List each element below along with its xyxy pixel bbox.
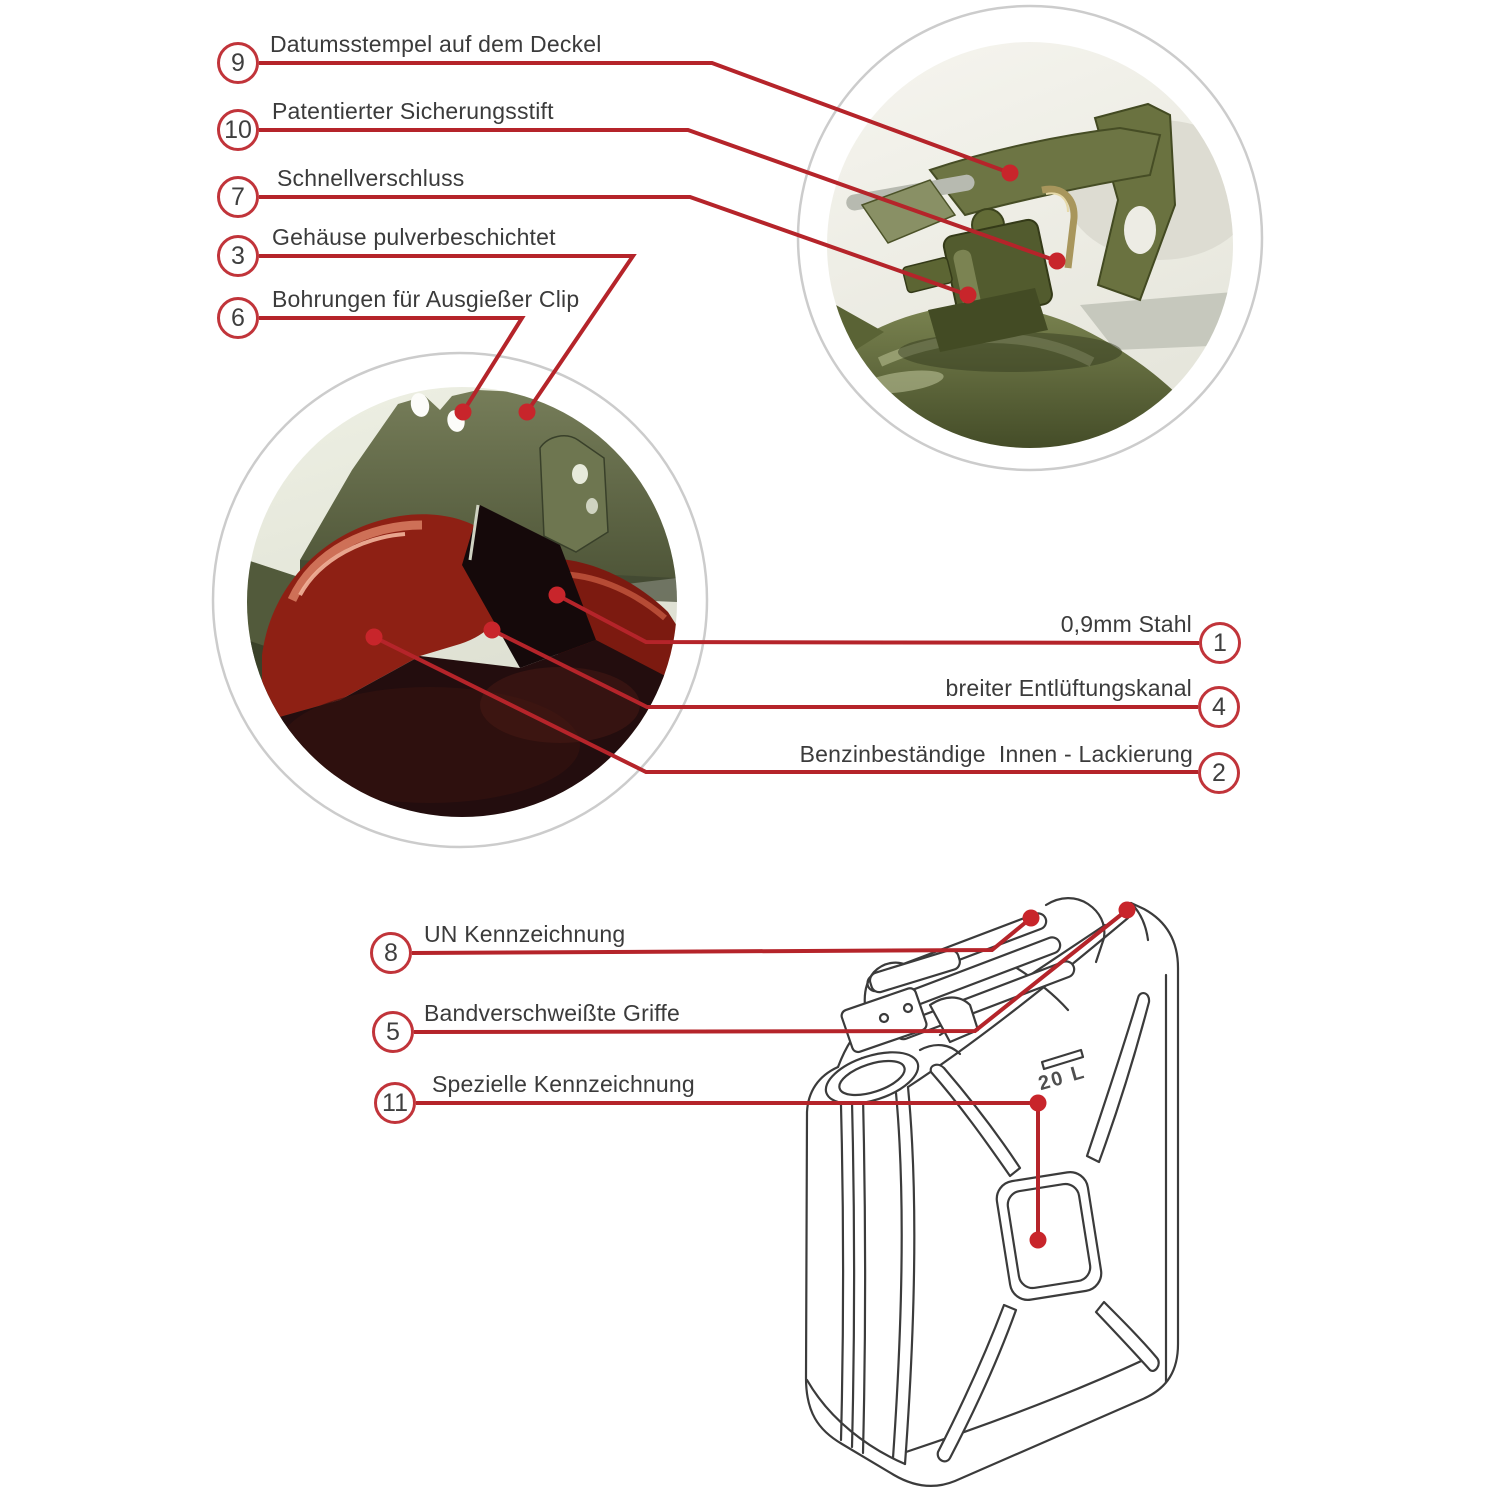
callout-label-datumsstempel: Datumsstempel auf dem Deckel <box>270 31 602 57</box>
capacity-marking: 20 L <box>1036 1060 1089 1096</box>
callout-label-innen-lackierung: Benzinbeständige Innen - Lackierung <box>799 741 1193 767</box>
leader-11 <box>416 1103 1038 1240</box>
callout-number-10: 10 <box>217 109 259 151</box>
callout-label-sicherungsstift: Patentierter Sicherungsstift <box>272 98 554 124</box>
callout-number-6: 6 <box>217 297 259 339</box>
callout-number-4: 4 <box>1198 686 1240 728</box>
callout-label-pulverbeschichtet: Gehäuse pulverbeschichtet <box>272 224 556 250</box>
jerry-can-drawing <box>806 898 1178 1486</box>
callout-number-2: 2 <box>1198 752 1240 794</box>
callout-label-entlueftungskanal: breiter Entlüftungskanal <box>945 675 1192 701</box>
callout-number-11: 11 <box>374 1082 416 1124</box>
closure-detail-photo <box>827 42 1255 462</box>
callout-number-8: 8 <box>370 932 412 974</box>
callout-number-3: 3 <box>217 235 259 277</box>
callout-label-griffe: Bandverschweißte Griffe <box>424 1000 681 1026</box>
callout-number-1: 1 <box>1199 622 1241 664</box>
callout-label-schnellverschluss: Schnellverschluss <box>277 165 465 191</box>
callout-label-spezielle-kennzeichnung: Spezielle Kennzeichnung <box>432 1071 695 1097</box>
callout-label-stahl: 0,9mm Stahl <box>1060 611 1192 637</box>
callout-label-bohrungen: Bohrungen für Ausgießer Clip <box>272 286 580 312</box>
callout-number-7: 7 <box>217 176 259 218</box>
callout-number-9: 9 <box>217 42 259 84</box>
callout-label-un-kennzeichnung: UN Kennzeichnung <box>424 921 626 947</box>
callout-number-5: 5 <box>372 1011 414 1053</box>
